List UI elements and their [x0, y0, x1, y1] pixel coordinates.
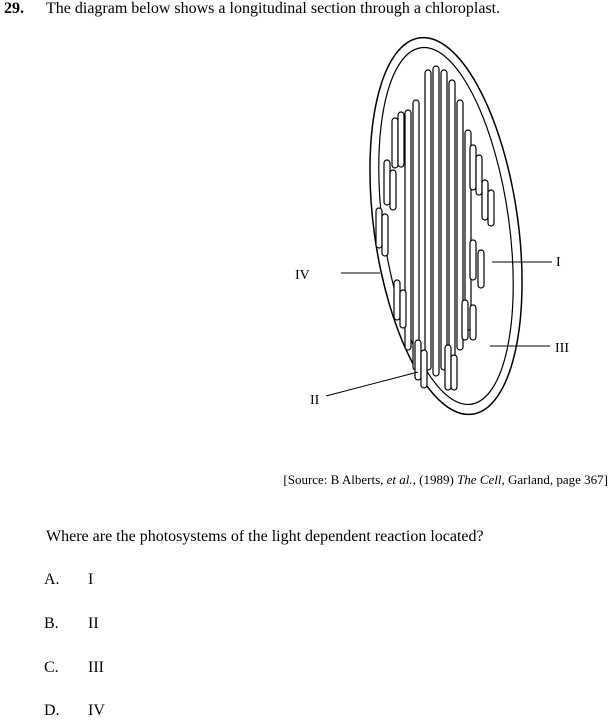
thylakoid-group — [376, 66, 494, 390]
granum-disc — [421, 350, 427, 388]
lamella — [425, 70, 431, 370]
question-number: 29. — [4, 0, 24, 17]
label-III: III — [555, 341, 569, 356]
granum-disc — [398, 112, 404, 167]
lamella — [433, 66, 439, 376]
option-letter: D. — [44, 702, 60, 719]
question-prompt: Where are the photosystems of the light dependent reaction located? — [46, 528, 484, 545]
granum-disc — [470, 305, 476, 340]
granum-disc — [470, 240, 476, 280]
granum-disc — [482, 180, 488, 220]
granum-disc — [376, 208, 382, 248]
granum-disc — [400, 290, 406, 328]
option-b[interactable] — [44, 615, 99, 633]
source-suffix: , Garland, page 367] — [501, 472, 608, 487]
label-IV: IV — [295, 268, 310, 283]
source-middle: , (1989) — [412, 472, 458, 487]
granum-disc — [476, 155, 482, 195]
granum-disc — [415, 340, 421, 380]
granum-disc — [384, 160, 390, 205]
granum-disc — [488, 190, 494, 226]
source-title: The Cell — [457, 472, 502, 487]
option-text: I — [88, 571, 94, 588]
label-I: I — [556, 255, 561, 270]
question-stem: The diagram below shows a longitudinal section through a chloroplast. — [46, 0, 501, 17]
granum-disc — [382, 214, 388, 256]
granum-disc — [478, 250, 484, 288]
granum-disc — [394, 280, 400, 320]
granum-disc — [392, 118, 398, 168]
label-II: II — [310, 393, 320, 408]
granum-disc — [390, 170, 396, 210]
granum-disc — [462, 300, 468, 340]
option-letter: C. — [44, 659, 59, 676]
option-c[interactable] — [44, 659, 104, 677]
option-text: III — [88, 659, 104, 676]
lamella — [449, 80, 455, 360]
granum-disc — [451, 355, 457, 390]
label-line-II — [326, 372, 418, 396]
option-letter: B. — [44, 615, 59, 632]
granum-disc — [470, 145, 476, 190]
source-etal: et al. — [386, 472, 413, 487]
option-text: II — [88, 615, 99, 632]
option-letter: A. — [44, 571, 60, 588]
option-d[interactable] — [44, 702, 105, 720]
source-prefix: [Source: B Alberts, — [283, 472, 387, 487]
granum-disc — [445, 345, 451, 390]
source-citation — [283, 472, 608, 488]
lamella — [413, 100, 419, 370]
option-text: IV — [88, 702, 105, 719]
lamella — [441, 70, 447, 370]
option-a[interactable] — [44, 571, 93, 589]
